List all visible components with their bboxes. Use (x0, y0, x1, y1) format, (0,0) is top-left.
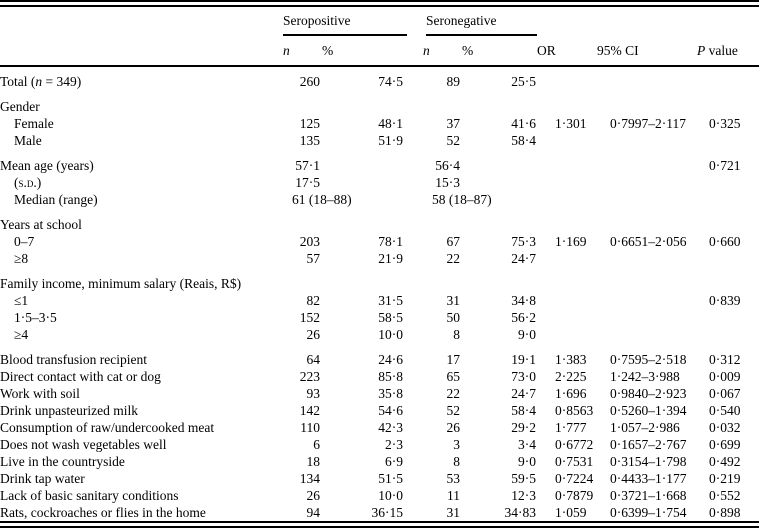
cell-seropositive-pct (322, 174, 423, 191)
cell-seropositive-pct: 2·3 (385, 437, 403, 452)
header-seropositive-pct: % (322, 36, 423, 66)
cell-confidence-interval (597, 309, 697, 326)
cell-confidence-interval: 0·1657–2·767 (610, 437, 687, 452)
cell-odds-ratio (537, 250, 597, 267)
cell-odds-ratio: 1·383 (555, 352, 587, 367)
cell-seronegative-pct: 29·2 (511, 420, 537, 435)
row-label: Rats, cockroaches or flies in the home (0, 505, 206, 520)
cell-seropositive-pct: 85·8 (378, 369, 403, 384)
cell-seronegative-pct: 58·4 (511, 403, 537, 418)
header-row-label-blank (0, 36, 283, 66)
cell-seropositive-n: 26 (306, 488, 320, 503)
row-label: Direct contact with cat or dog (0, 369, 161, 384)
table-row (0, 368, 759, 385)
row-label: Does not wash vegetables well (0, 437, 167, 452)
p-italic: P (697, 43, 706, 58)
table-row (0, 385, 759, 402)
cell-seronegative-pct: 12·3 (511, 488, 537, 503)
row-label: 1·5–3·5 (14, 310, 57, 325)
cell-seronegative-n: 8 (453, 327, 460, 342)
cell-seronegative-pct: 75·3 (511, 234, 537, 249)
cell-seropositive-pct: 51·5 (378, 471, 403, 486)
cell-confidence-interval (597, 191, 697, 208)
label-part: = 349) (42, 74, 82, 89)
cell-p-value: 0·721 (709, 158, 741, 173)
cell-p-value (697, 66, 759, 90)
cell-p-value: 0·552 (709, 488, 741, 503)
cell-seropositive-n: 94 (306, 505, 320, 520)
spacer-row (0, 343, 759, 351)
table-row (0, 504, 759, 525)
cell-confidence-interval (597, 157, 697, 174)
corner-blank (0, 4, 283, 37)
label-part: Total ( (0, 74, 36, 89)
span-seronegative-value: 58 (18–87) (432, 192, 492, 207)
cell-odds-ratio (537, 66, 597, 90)
cell-seronegative-pct: 58·4 (511, 133, 537, 148)
cell-seropositive-pct: 58·5 (378, 310, 403, 325)
cell-odds-ratio (537, 191, 597, 208)
cell-seronegative-n: 37 (446, 116, 460, 131)
table-row (0, 216, 759, 233)
spacer-row (0, 90, 759, 98)
header-seronegative-pct: % (462, 36, 537, 66)
cell-seropositive-pct: 54·6 (378, 403, 403, 418)
table-row (0, 98, 759, 115)
row-label: Drink unpasteurized milk (0, 403, 138, 418)
table-row (0, 132, 759, 149)
cell-p-value (697, 174, 759, 191)
cell-seropositive-n: 110 (300, 420, 320, 435)
cell-seropositive-n: 6 (313, 437, 320, 452)
cell-odds-ratio (537, 309, 597, 326)
cell-seropositive-n: 17·5 (295, 175, 320, 190)
cell-p-value (697, 326, 759, 343)
cell-seropositive-pct: 21·9 (378, 251, 403, 266)
row-label: Consumption of raw/undercooked meat (0, 420, 215, 435)
cell-p-value (697, 132, 759, 149)
table-row (0, 326, 759, 343)
table-row (0, 453, 759, 470)
cell-seropositive-pct: 10·0 (378, 488, 403, 503)
table-header (0, 4, 759, 67)
cell-confidence-interval: 0·3721–1·668 (610, 488, 687, 503)
cell-seronegative-n: 22 (446, 251, 460, 266)
table-row (0, 157, 759, 174)
cell-seropositive-n: 223 (299, 369, 320, 384)
cell-confidence-interval (597, 326, 697, 343)
cell-seropositive-n: 57 (306, 251, 320, 266)
cell-seropositive-n: 82 (306, 293, 320, 308)
p-rest: value (705, 43, 738, 58)
cell-seronegative-pct: 41·6 (511, 116, 537, 131)
cell-p-value: 0·219 (709, 471, 741, 486)
cell-p-value: 0·067 (709, 386, 741, 401)
cell-p-value: 0·009 (709, 369, 741, 384)
cell-seropositive-n: 18 (306, 454, 320, 469)
table-row (0, 174, 759, 191)
cell-seropositive-pct: 24·6 (378, 352, 403, 367)
cell-confidence-interval: 0·7595–2·518 (610, 352, 687, 367)
cell-seropositive-pct: 31·5 (378, 293, 403, 308)
cell-confidence-interval (597, 292, 697, 309)
cell-seronegative-n: 31 (446, 505, 460, 520)
table-row (0, 309, 759, 326)
cell-seronegative-pct: 9·0 (518, 327, 537, 342)
cell-odds-ratio: 0·7879 (555, 488, 594, 503)
cell-p-value: 0·839 (709, 293, 741, 308)
cell-seropositive-n: 125 (299, 116, 320, 131)
cell-seronegative-pct (462, 174, 537, 191)
cell-odds-ratio (537, 292, 597, 309)
cell-seronegative-n: 67 (446, 234, 460, 249)
row-label (0, 66, 283, 90)
spacer-row (0, 149, 759, 157)
cell-seronegative-n: 89 (446, 74, 460, 89)
cell-seronegative-n: 22 (446, 386, 460, 401)
cell-confidence-interval (597, 132, 697, 149)
blank-ci (597, 4, 697, 37)
table-row (0, 115, 759, 132)
table-row (0, 470, 759, 487)
cell-confidence-interval: 0·9840–2·923 (610, 386, 687, 401)
row-label: Lack of basic sanitary conditions (0, 488, 179, 503)
cell-seronegative-n: 53 (446, 471, 460, 486)
cell-seronegative-n: 11 (447, 488, 460, 503)
cell-seronegative-pct: 59·5 (511, 471, 537, 486)
cell-seronegative-pct: 73·0 (511, 369, 537, 384)
cell-seronegative-pct: 9·0 (518, 454, 537, 469)
cell-confidence-interval: 0·4433–1·177 (610, 471, 687, 486)
cell-seropositive-n: 64 (306, 352, 320, 367)
table-row (0, 419, 759, 436)
row-label: ≤1 (14, 293, 29, 308)
seropositive-label: Seropositive (283, 13, 351, 28)
col-group-seropositive (283, 4, 423, 37)
cell-p-value (697, 191, 759, 208)
table-row (0, 66, 759, 90)
group-label: Years at school (0, 217, 82, 232)
row-label: Male (14, 133, 42, 148)
cell-p-value: 0·540 (709, 403, 741, 418)
col-group-seronegative (423, 4, 537, 37)
cell-seronegative-n: 15·3 (435, 175, 460, 190)
header-seropositive-n: n (283, 36, 322, 66)
cell-odds-ratio: 0·7224 (555, 471, 594, 486)
cell-confidence-interval: 0·6651–2·056 (610, 234, 687, 249)
header-or: OR (537, 36, 597, 66)
cell-seronegative-n: 26 (446, 420, 460, 435)
cell-seronegative-pct: 34·8 (511, 293, 537, 308)
cell-seropositive-n: 57·1 (295, 158, 320, 173)
cell-odds-ratio (537, 174, 597, 191)
cell-seronegative-pct: 25·5 (511, 74, 537, 89)
group-label: Gender (0, 99, 40, 114)
cell-seronegative-n: 52 (446, 133, 460, 148)
cell-confidence-interval: 1·057–2·986 (610, 420, 680, 435)
table-row (0, 275, 759, 292)
cell-confidence-interval: 0·6399–1·754 (610, 505, 687, 520)
cell-seronegative-n: 50 (446, 310, 460, 325)
cell-p-value: 0·312 (709, 352, 741, 367)
cell-seronegative-pct (462, 157, 537, 174)
cell-seropositive-pct: 78·1 (378, 234, 403, 249)
cell-odds-ratio: 0·8563 (555, 403, 594, 418)
cell-confidence-interval (597, 66, 697, 90)
cell-p-value: 0·492 (709, 454, 741, 469)
table-body (0, 66, 759, 525)
cell-seronegative-pct: 3·4 (518, 437, 537, 452)
table-row (0, 250, 759, 267)
cell-seropositive-n: 152 (299, 310, 320, 325)
cell-odds-ratio: 1·169 (555, 234, 587, 249)
cell-seropositive-n: 26 (306, 327, 320, 342)
cell-seropositive-n: 93 (306, 386, 320, 401)
header-seronegative-n: n (423, 36, 462, 66)
cell-odds-ratio: 1·696 (555, 386, 587, 401)
row-label: Drink tap water (0, 471, 85, 486)
row-label: Blood transfusion recipient (0, 352, 147, 367)
cell-seropositive-pct (322, 157, 423, 174)
cell-seronegative-n: 3 (453, 437, 460, 452)
table-row (0, 402, 759, 419)
cell-seropositive-pct: 51·9 (378, 133, 403, 148)
cell-seronegative-n: 17 (446, 352, 460, 367)
cell-seronegative-n: 56·4 (435, 158, 460, 173)
header-ci: 95% CI (597, 36, 697, 66)
cell-p-value: 0·699 (709, 437, 741, 452)
cell-confidence-interval: 1·242–3·988 (610, 369, 680, 384)
cell-seronegative-pct: 34·83 (504, 505, 537, 520)
cell-seropositive-n: 142 (299, 403, 320, 418)
table-row (0, 436, 759, 453)
cell-confidence-interval: 0·7997–2·117 (610, 116, 687, 131)
cell-odds-ratio: 2·225 (555, 369, 587, 384)
table-row (0, 487, 759, 504)
cell-odds-ratio: 0·7531 (555, 454, 594, 469)
cell-confidence-interval (597, 174, 697, 191)
cell-p-value: 0·898 (709, 505, 741, 520)
spacer-row (0, 267, 759, 275)
cell-seronegative-pct: 56·2 (511, 310, 537, 325)
header-p-value (697, 36, 759, 66)
cell-p-value: 0·660 (709, 234, 741, 249)
cell-seronegative-pct: 24·7 (511, 386, 537, 401)
label-part: n (35, 74, 43, 89)
cell-seronegative-n: 8 (453, 454, 460, 469)
span-seropositive-value: 61 (18–88) (292, 192, 352, 207)
blank-or (537, 4, 597, 37)
cell-seropositive-n: 203 (299, 234, 320, 249)
cell-seronegative-pct: 24·7 (511, 251, 537, 266)
row-label: 0–7 (14, 234, 35, 249)
seronegative-label: Seronegative (426, 13, 497, 28)
table-row (0, 351, 759, 368)
cell-seropositive-pct: 35·8 (378, 386, 403, 401)
row-label: Female (14, 116, 54, 131)
row-label: Median (range) (14, 192, 98, 207)
cell-odds-ratio: 0·6772 (555, 437, 594, 452)
spacer-row (0, 208, 759, 216)
cell-seropositive-n: 135 (299, 133, 320, 148)
group-label: Family income, minimum salary (Reais, R$) (0, 276, 242, 291)
row-label: (s.d.) (14, 175, 42, 190)
cell-seronegative-n: 52 (446, 403, 460, 418)
cell-seronegative-n: 65 (446, 369, 460, 384)
cell-confidence-interval (597, 250, 697, 267)
cell-odds-ratio: 1·059 (555, 505, 587, 520)
cell-seropositive-pct: 6·9 (385, 454, 403, 469)
cell-seronegative-pct: 19·1 (511, 352, 537, 367)
cell-seropositive-pct: 48·1 (378, 116, 403, 131)
table-row (0, 233, 759, 250)
cell-p-value: 0·032 (709, 420, 741, 435)
blank-p (697, 4, 759, 37)
table-row (0, 191, 759, 208)
cell-confidence-interval: 0·5260–1·394 (610, 403, 687, 418)
row-label: ≥8 (14, 251, 29, 266)
cell-p-value: 0·325 (709, 116, 741, 131)
table-row (0, 292, 759, 309)
cell-odds-ratio (537, 326, 597, 343)
row-label: ≥4 (14, 327, 29, 342)
cell-odds-ratio: 1·777 (555, 420, 587, 435)
cell-p-value (697, 250, 759, 267)
cell-seropositive-pct: 10·0 (378, 327, 403, 342)
cell-seronegative-n: 31 (446, 293, 460, 308)
cell-seropositive-n: 260 (299, 74, 320, 89)
row-label: Mean age (years) (0, 158, 94, 173)
cell-p-value (697, 309, 759, 326)
cell-seropositive-pct: 36·15 (371, 505, 403, 520)
cell-odds-ratio: 1·301 (555, 116, 587, 131)
row-label: Work with soil (0, 386, 80, 401)
cell-seropositive-n: 134 (299, 471, 320, 486)
cell-odds-ratio (537, 132, 597, 149)
cell-seropositive-pct: 42·3 (378, 420, 403, 435)
row-label: Live in the countryside (0, 454, 125, 469)
cell-seropositive-pct: 74·5 (378, 74, 403, 89)
cell-confidence-interval: 0·3154–1·798 (610, 454, 687, 469)
cell-odds-ratio (537, 157, 597, 174)
